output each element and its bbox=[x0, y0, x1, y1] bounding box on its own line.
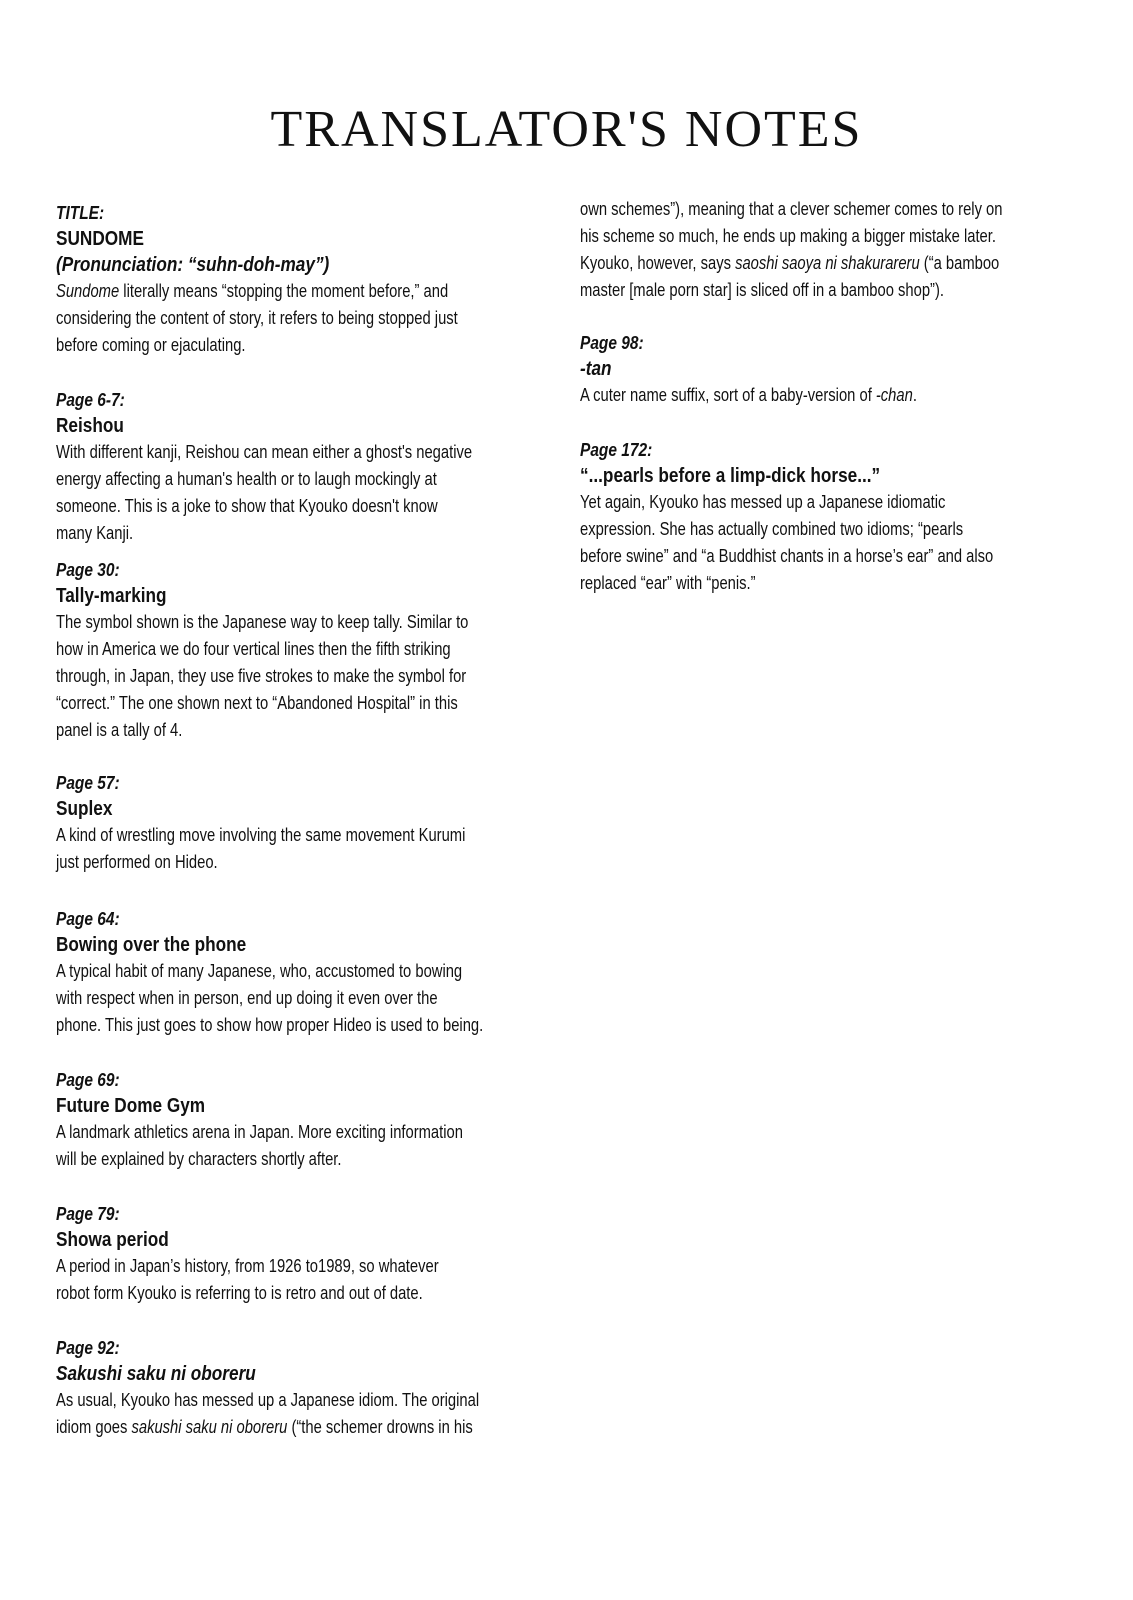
note-entry bbox=[56, 387, 556, 547]
page-title: TRANSLATOR'S NOTES bbox=[270, 101, 863, 158]
note-page-ref: Page 69: bbox=[56, 1070, 120, 1090]
note-entry bbox=[580, 330, 1080, 409]
note-title-entry bbox=[56, 200, 556, 359]
note-term: Future Dome Gym bbox=[56, 1095, 206, 1117]
left-column bbox=[56, 200, 556, 1441]
note-body: Yet again, Kyouko has messed up a Japanese idiomatic expression. She has actually combined two idioms; “pearls before swine” and “a Buddhist chants in a horse’s ear” and also replaced “ear” with “penis.” bbox=[580, 492, 994, 593]
note-body: A landmark athletics arena in Japan. More exciting information will be explained by characters shortly after. bbox=[56, 1122, 463, 1169]
note-entry bbox=[580, 437, 1080, 597]
note-term: Reishou bbox=[56, 415, 124, 437]
note-term: “...pearls before a limp-dick horse...” bbox=[580, 465, 881, 487]
note-term: Sakushi saku ni oboreru bbox=[56, 1363, 256, 1385]
note-entry bbox=[56, 1335, 556, 1441]
note-page-ref: Page 79: bbox=[56, 1204, 120, 1224]
note-term: Suplex bbox=[56, 798, 113, 820]
note-body: A period in Japan’s history, from 1926 to1989, so whatever robot form Kyouko is referring to is retro and out of date. bbox=[56, 1256, 439, 1303]
note-page-ref: Page 30: bbox=[56, 560, 120, 580]
note-term: -tan bbox=[580, 358, 612, 380]
note-pronunciation: (Pronunciation: “suhn-doh-may”) bbox=[56, 254, 330, 276]
note-term: Tally-marking bbox=[56, 585, 167, 607]
note-entry bbox=[56, 770, 556, 876]
note-entry bbox=[56, 906, 556, 1039]
note-page-ref: Page 64: bbox=[56, 909, 120, 929]
note-body: Sundome literally means “stopping the moment before,” and considering the content of story, it refers to being stopped just before coming or ejaculating. bbox=[56, 281, 458, 355]
note-entry bbox=[56, 1201, 556, 1307]
note-entry bbox=[56, 1067, 556, 1173]
note-term: Bowing over the phone bbox=[56, 934, 247, 956]
note-page-ref: Page 57: bbox=[56, 773, 120, 793]
note-body: own schemes”), meaning that a clever schemer comes to rely on his scheme so much, he ends up making a bigger mistake later. Kyouko, however, says saoshi saoya ni shakurareru (“a bamboo master [male porn star] is sliced off in a bamboo shop”). bbox=[580, 199, 1003, 300]
note-term: SUNDOME bbox=[56, 228, 144, 250]
note-entry bbox=[56, 557, 556, 744]
note-page-ref: Page 172: bbox=[580, 440, 653, 460]
note-page-ref: Page 98: bbox=[580, 333, 644, 353]
note-body: A kind of wrestling move involving the same movement Kurumi just performed on Hideo. bbox=[56, 825, 466, 872]
note-term: Showa period bbox=[56, 1229, 169, 1251]
note-body: A typical habit of many Japanese, who, accustomed to bowing with respect when in person, end up doing it even over the phone. This just goes to show how proper Hideo is used to being. bbox=[56, 961, 484, 1035]
note-page-ref: Page 92: bbox=[56, 1338, 120, 1358]
note-page-ref: TITLE: bbox=[56, 203, 105, 223]
right-column bbox=[580, 200, 1080, 597]
note-body: A cuter name suffix, sort of a baby-version of -chan. bbox=[580, 385, 917, 405]
note-body: With different kanji, Reishou can mean either a ghost's negative energy affecting a human's health or to laugh mockingly at someone. This is a joke to show that Kyouko doesn't know many Kanji. bbox=[56, 442, 473, 543]
note-body: The symbol shown is the Japanese way to keep tally. Similar to how in America we do four vertical lines then the fifth striking through, in Japan, they use five strokes to make the symbol for “correct.” The one shown next to “Abandoned Hospital” in this panel is a tally of 4. bbox=[56, 612, 469, 740]
note-page-ref: Page 6-7: bbox=[56, 390, 125, 410]
note-body: As usual, Kyouko has messed up a Japanese idiom. The original idiom goes sakushi saku ni oboreru (“the schemer drowns in his bbox=[56, 1390, 480, 1437]
note-continuation bbox=[580, 196, 1080, 304]
